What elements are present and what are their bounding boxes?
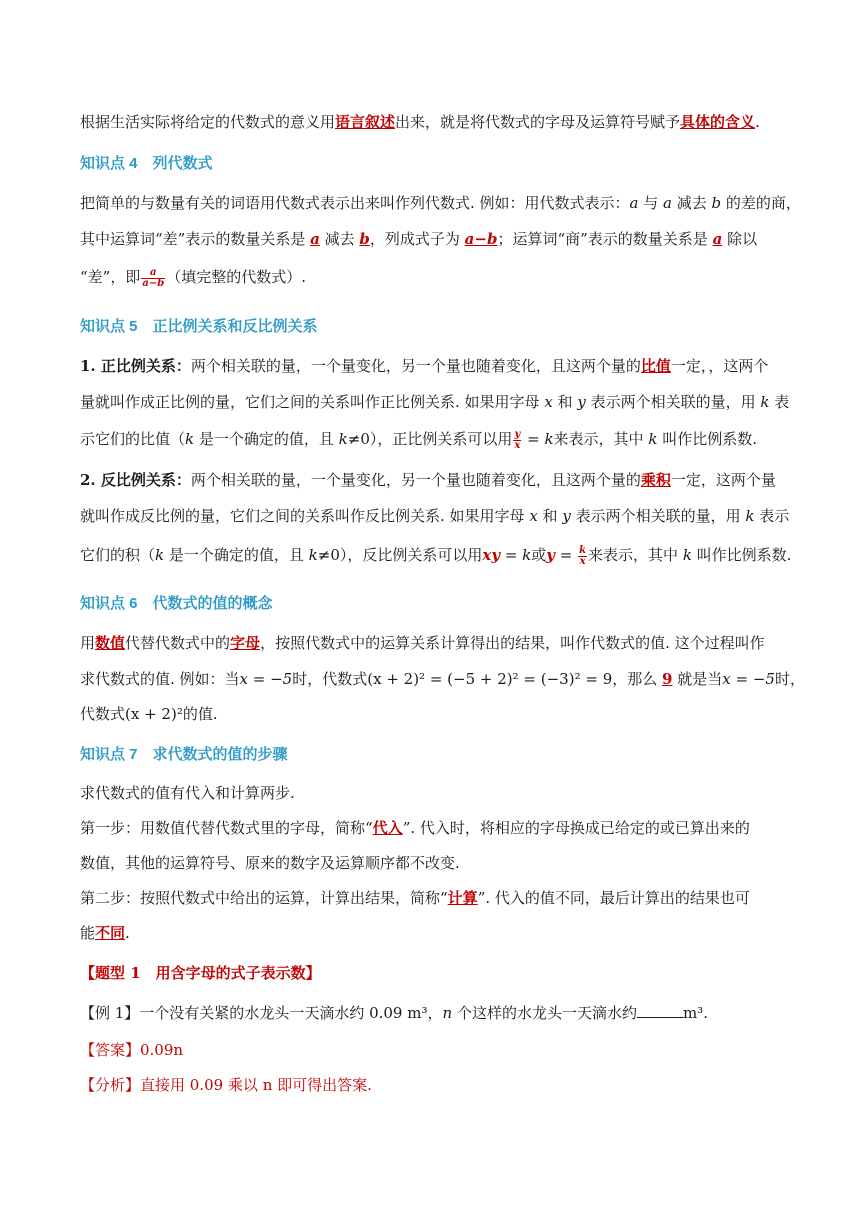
text: 除以 [722, 230, 758, 248]
fraction-numerator: y [514, 428, 521, 440]
label: 1. 正比例关系： [80, 357, 191, 375]
text: = [554, 546, 578, 564]
text: 叫作比例系数. [691, 546, 792, 564]
k7-line-1: 求代数式的值有代入和计算两步. [80, 784, 295, 802]
text: 两个相关联的量，一个量变化，另一个量也随着变化，且这两个量的 [190, 357, 641, 375]
label: 2. 反比例关系： [80, 471, 191, 489]
text: ，那么 [612, 670, 663, 688]
section-heading-k5: 知识点 5 正比例关系和反比例关系 [80, 318, 318, 335]
text: 两个相关联的量，一个量变化，另一个量也随着变化，且这两个量的 [190, 471, 641, 489]
text: “差”，即 [80, 268, 141, 286]
section-heading-k4: 知识点 4 列代数式 [80, 155, 213, 172]
text: 就是当 [672, 670, 723, 688]
text: 与 [638, 194, 664, 212]
answer-fill: 9 [662, 670, 673, 688]
var: k [338, 430, 348, 448]
text: 表示两个相关联的量，用 [585, 393, 761, 411]
text: ，列成式子为 [369, 230, 465, 248]
text: 时， [774, 670, 805, 688]
text: ”. 代入的值不同，最后计算出的结果也可 [477, 889, 750, 907]
var: x [529, 507, 538, 525]
var: y [546, 546, 555, 564]
text: 个这样的水龙头一天滴水约 [452, 1004, 637, 1022]
k5-p1-line-1 [80, 355, 768, 377]
math: (x + 2)² = (−5 + 2)² = (−3)² = 9 [367, 670, 613, 688]
text: ≠0），正比例关系可以用 [347, 430, 513, 448]
text: 第一步：用数值代替代数式里的字母，简称“ [80, 819, 373, 837]
text: 【例 1】一个没有关紧的水龙头一天滴水约 0.09 m³， [80, 1004, 443, 1022]
k6-line-3 [80, 703, 218, 725]
k5-p1-line-3 [80, 428, 757, 451]
text: 或 [531, 546, 547, 564]
text: 来表示，其中 [553, 430, 649, 448]
fraction [513, 430, 521, 451]
var: y [562, 507, 571, 525]
k5-p2-line-2 [80, 505, 789, 527]
text: 表示两个相关联的量，用 [570, 507, 746, 525]
text: 它们的积（ [80, 546, 156, 564]
var: k [682, 546, 692, 564]
fraction-answer [141, 268, 165, 289]
answer-line: 【答案】0.09n [80, 1041, 184, 1059]
math: x = −5 [722, 670, 775, 688]
text: 减去 [319, 230, 360, 248]
var: k [648, 430, 658, 448]
fraction-numerator: a [141, 268, 165, 279]
text: 示它们的比值（ [80, 430, 186, 448]
var: y [577, 393, 586, 411]
text: 表示 [754, 507, 790, 525]
fraction-denominator: x [514, 439, 521, 451]
analysis-line: 【分析】直接用 0.09 乘以 n 即可得出答案. [80, 1076, 372, 1094]
text: 一定，这两个量 [670, 471, 776, 489]
text: . [125, 924, 130, 942]
text: ；运算词“商”表示的数量关系是 [497, 230, 713, 248]
k7-line-2 [80, 817, 750, 839]
text: 其中运算词“差”表示的数量关系是 [80, 230, 311, 248]
text: （填完整的代数式）. [166, 268, 306, 286]
section-heading-k6: 知识点 6 代数式的值的概念 [80, 595, 273, 612]
var: k [522, 546, 532, 564]
var: b [711, 194, 722, 212]
math: x = −5 [239, 670, 293, 688]
answer-fill: 字母 [230, 634, 261, 652]
text: m³. [682, 1004, 708, 1022]
text: 求代数式的值. 例如：当 [80, 670, 240, 688]
text: 出来，就是将代数式的字母及运算符号赋予 [395, 113, 681, 131]
text: 的值. [182, 705, 218, 723]
text: 的差的商， [721, 194, 801, 212]
text: = [500, 546, 523, 564]
var: n [442, 1004, 453, 1022]
text: ≠0），反比例关系可以用 [317, 546, 483, 564]
k5-p2-line-3 [80, 544, 791, 567]
var: k [760, 393, 770, 411]
text: 和 [552, 393, 578, 411]
k6-line-1 [80, 632, 765, 654]
example-1 [80, 1002, 708, 1024]
text: 是一个确定的值，且 [194, 430, 339, 448]
var: xy [482, 546, 501, 564]
answer-fill: a [310, 230, 320, 248]
text: 来表示，其中 [588, 546, 683, 564]
question-type-heading: 【题型 1 用含字母的式子表示数】 [80, 964, 321, 982]
text: 代替代数式中的 [125, 634, 231, 652]
k7-line-4 [80, 887, 750, 909]
answer-fill: a−b [464, 230, 498, 248]
answer-fill: 计算 [447, 889, 478, 907]
k5-p1-line-2 [80, 391, 789, 413]
fraction [578, 546, 587, 567]
text: 量就叫作成正比例的量，它们之间的关系叫作正比例关系. 如果用字母 [80, 393, 545, 411]
answer-fill: b [359, 230, 370, 248]
var: k [745, 507, 755, 525]
answer-fill: 数值 [95, 634, 126, 652]
var: a [629, 194, 639, 212]
k4-line-3 [80, 266, 306, 289]
text: 时，代数式 [292, 670, 368, 688]
text: 第二步：按照代数式中给出的运算，计算出结果，简称“ [80, 889, 448, 907]
intro-line [80, 111, 760, 133]
answer-blank [637, 1003, 683, 1018]
k6-line-2 [80, 668, 805, 690]
text: 用 [80, 634, 96, 652]
fraction-numerator: k [579, 544, 587, 556]
k4-line-1 [80, 192, 801, 214]
answer-fill: 乘积 [640, 471, 671, 489]
text: 是一个确定的值，且 [164, 546, 309, 564]
answer-fill: 比值 [640, 357, 671, 375]
text: 一定，，这两个 [670, 357, 769, 375]
section-heading-k7: 知识点 7 求代数式的值的步骤 [80, 746, 288, 763]
var: k [308, 546, 318, 564]
answer-fill: 代入 [372, 819, 403, 837]
fraction-denominator: x [579, 555, 586, 567]
k7-line-5 [80, 922, 130, 944]
math: (x + 2)² [125, 705, 183, 723]
answer-fill: 具体的含义 [680, 113, 756, 131]
text: 和 [537, 507, 563, 525]
answer-fill: a [712, 230, 723, 248]
k7-line-3: 数值，其他的运算符号、原来的数字及运算顺序都不改变. [80, 854, 460, 872]
text: . [755, 113, 760, 131]
var: a [663, 194, 672, 212]
var: k [544, 430, 554, 448]
answer-fill: 语言叙述 [335, 113, 396, 131]
var: k [155, 546, 165, 564]
text: 根据生活实际将给定的代数式的意义用 [80, 113, 336, 131]
fraction-denominator: a−b [142, 277, 165, 289]
text: 把简单的与数量有关的词语用代数式表示出来叫作列代数式. 例如：用代数式表示： [80, 194, 630, 212]
answer-fill: 不同 [95, 924, 126, 942]
text: 减去 [672, 194, 712, 212]
var: x [544, 393, 553, 411]
text: 表 [769, 393, 790, 411]
var: k [185, 430, 195, 448]
text: ”. 代入时，将相应的字母换成已给定的或已算出来的 [402, 819, 750, 837]
text: 就叫作成反比例的量，它们之间的关系叫作反比例关系. 如果用字母 [80, 507, 530, 525]
text: = [522, 430, 545, 448]
k5-p2-line-1 [80, 469, 776, 491]
text: 能 [80, 924, 96, 942]
text: ，按照代数式中的运算关系计算得出的结果，叫作代数式的值. 这个过程叫作 [260, 634, 765, 652]
text: 叫作比例系数. [657, 430, 757, 448]
text: 代数式 [80, 705, 126, 723]
k4-line-2 [80, 228, 757, 250]
